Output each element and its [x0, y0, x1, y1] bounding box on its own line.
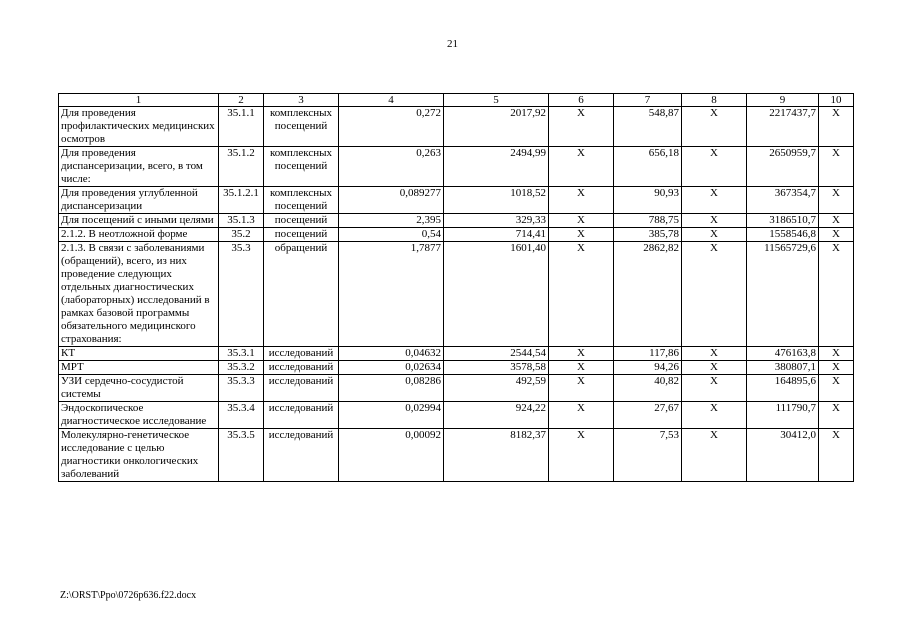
table-row [59, 402, 854, 429]
x-cell: Х [819, 147, 854, 187]
name-cell: Молекулярно-генетическое исследование с целью диагностики онкологических заболеваний [59, 429, 219, 482]
value-cell: 94,26 [614, 361, 682, 375]
x-cell: Х [819, 429, 854, 482]
name-cell: УЗИ сердечно-сосудистой системы [59, 375, 219, 402]
name-cell: КТ [59, 347, 219, 361]
code-cell: 35.3.5 [219, 429, 264, 482]
x-cell: Х [682, 347, 747, 361]
table-row [59, 214, 854, 228]
name-cell: Для проведения углубленной диспансеризации [59, 187, 219, 214]
x-cell: Х [682, 402, 747, 429]
value-cell: 2017,92 [444, 107, 549, 147]
code-cell: 35.1.1 [219, 107, 264, 147]
value-cell: 30412,0 [747, 429, 819, 482]
unit-cell: комплексных посещений [264, 147, 339, 187]
value-cell: 0,08286 [339, 375, 444, 402]
name-cell: МРТ [59, 361, 219, 375]
table-row [59, 228, 854, 242]
value-cell: 3186510,7 [747, 214, 819, 228]
footer-file-path: Z:\ORST\Ppo\0726p636.f22.docx [60, 590, 197, 601]
header-cell: 3 [264, 94, 339, 107]
value-cell: 0,54 [339, 228, 444, 242]
header-row [59, 94, 854, 107]
page-number: 21 [447, 38, 458, 50]
table-row [59, 375, 854, 402]
x-cell: Х [819, 375, 854, 402]
value-cell: 1558546,8 [747, 228, 819, 242]
x-cell: Х [682, 187, 747, 214]
table-row [59, 107, 854, 147]
value-cell: 0,272 [339, 107, 444, 147]
x-cell: Х [682, 147, 747, 187]
name-cell: 2.1.3. В связи с заболеваниями (обращений), всего, из них проведение следующих отдельных диагностических (лабораторных) исследований в рамках базовой программы обязательного медицинского страхования: [59, 242, 219, 347]
code-cell: 35.3.1 [219, 347, 264, 361]
name-cell: Эндоскопическое диагностическое исследование [59, 402, 219, 429]
x-cell: Х [682, 214, 747, 228]
table-row [59, 147, 854, 187]
x-cell: Х [819, 187, 854, 214]
x-cell: Х [549, 361, 614, 375]
value-cell: 788,75 [614, 214, 682, 228]
x-cell: Х [819, 228, 854, 242]
x-cell: Х [549, 402, 614, 429]
code-cell: 35.3.3 [219, 375, 264, 402]
value-cell: 714,41 [444, 228, 549, 242]
code-cell: 35.1.2 [219, 147, 264, 187]
x-cell: Х [549, 187, 614, 214]
value-cell: 1601,40 [444, 242, 549, 347]
x-cell: Х [682, 228, 747, 242]
header-cell: 8 [682, 94, 747, 107]
value-cell: 2,395 [339, 214, 444, 228]
value-cell: 492,59 [444, 375, 549, 402]
header-cell: 7 [614, 94, 682, 107]
table-row [59, 347, 854, 361]
value-cell: 548,87 [614, 107, 682, 147]
value-cell: 164895,6 [747, 375, 819, 402]
x-cell: Х [819, 361, 854, 375]
value-cell: 0,089277 [339, 187, 444, 214]
x-cell: Х [682, 242, 747, 347]
unit-cell: комплексных посещений [264, 107, 339, 147]
x-cell: Х [549, 429, 614, 482]
header-cell: 1 [59, 94, 219, 107]
x-cell: Х [682, 107, 747, 147]
unit-cell: исследований [264, 347, 339, 361]
x-cell: Х [819, 242, 854, 347]
header-cell: 5 [444, 94, 549, 107]
name-cell: Для проведения диспансеризации, всего, в том числе: [59, 147, 219, 187]
value-cell: 2650959,7 [747, 147, 819, 187]
value-cell: 1018,52 [444, 187, 549, 214]
value-cell: 8182,37 [444, 429, 549, 482]
value-cell: 0,02634 [339, 361, 444, 375]
x-cell: Х [819, 214, 854, 228]
x-cell: Х [549, 214, 614, 228]
data-table [58, 93, 854, 482]
table-row [59, 429, 854, 482]
value-cell: 476163,8 [747, 347, 819, 361]
value-cell: 2862,82 [614, 242, 682, 347]
x-cell: Х [549, 375, 614, 402]
x-cell: Х [549, 347, 614, 361]
header-cell: 2 [219, 94, 264, 107]
x-cell: Х [819, 107, 854, 147]
table-row [59, 361, 854, 375]
unit-cell: обращений [264, 242, 339, 347]
value-cell: 1,7877 [339, 242, 444, 347]
unit-cell: исследований [264, 429, 339, 482]
x-cell: Х [549, 107, 614, 147]
unit-cell: исследований [264, 361, 339, 375]
value-cell: 0,02994 [339, 402, 444, 429]
code-cell: 35.1.2.1 [219, 187, 264, 214]
value-cell: 2544,54 [444, 347, 549, 361]
code-cell: 35.1.3 [219, 214, 264, 228]
value-cell: 111790,7 [747, 402, 819, 429]
x-cell: Х [549, 147, 614, 187]
code-cell: 35.2 [219, 228, 264, 242]
header-cell: 10 [819, 94, 854, 107]
value-cell: 3578,58 [444, 361, 549, 375]
code-cell: 35.3.4 [219, 402, 264, 429]
value-cell: 117,86 [614, 347, 682, 361]
x-cell: Х [682, 361, 747, 375]
unit-cell: исследований [264, 375, 339, 402]
value-cell: 7,53 [614, 429, 682, 482]
x-cell: Х [819, 347, 854, 361]
name-cell: Для посещений с иными целями [59, 214, 219, 228]
header-cell: 9 [747, 94, 819, 107]
value-cell: 329,33 [444, 214, 549, 228]
value-cell: 367354,7 [747, 187, 819, 214]
value-cell: 0,263 [339, 147, 444, 187]
name-cell: Для проведения профилактических медицинских осмотров [59, 107, 219, 147]
code-cell: 35.3 [219, 242, 264, 347]
value-cell: 656,18 [614, 147, 682, 187]
unit-cell: посещений [264, 228, 339, 242]
value-cell: 924,22 [444, 402, 549, 429]
value-cell: 40,82 [614, 375, 682, 402]
value-cell: 0,00092 [339, 429, 444, 482]
table-row [59, 187, 854, 214]
unit-cell: комплексных посещений [264, 187, 339, 214]
value-cell: 0,04632 [339, 347, 444, 361]
x-cell: Х [549, 228, 614, 242]
table-row [59, 242, 854, 347]
x-cell: Х [549, 242, 614, 347]
value-cell: 90,93 [614, 187, 682, 214]
value-cell: 2494,99 [444, 147, 549, 187]
x-cell: Х [682, 375, 747, 402]
value-cell: 27,67 [614, 402, 682, 429]
unit-cell: посещений [264, 214, 339, 228]
header-cell: 4 [339, 94, 444, 107]
header-cell: 6 [549, 94, 614, 107]
value-cell: 11565729,6 [747, 242, 819, 347]
value-cell: 2217437,7 [747, 107, 819, 147]
x-cell: Х [682, 429, 747, 482]
value-cell: 385,78 [614, 228, 682, 242]
x-cell: Х [819, 402, 854, 429]
code-cell: 35.3.2 [219, 361, 264, 375]
value-cell: 380807,1 [747, 361, 819, 375]
unit-cell: исследований [264, 402, 339, 429]
name-cell: 2.1.2. В неотложной форме [59, 228, 219, 242]
